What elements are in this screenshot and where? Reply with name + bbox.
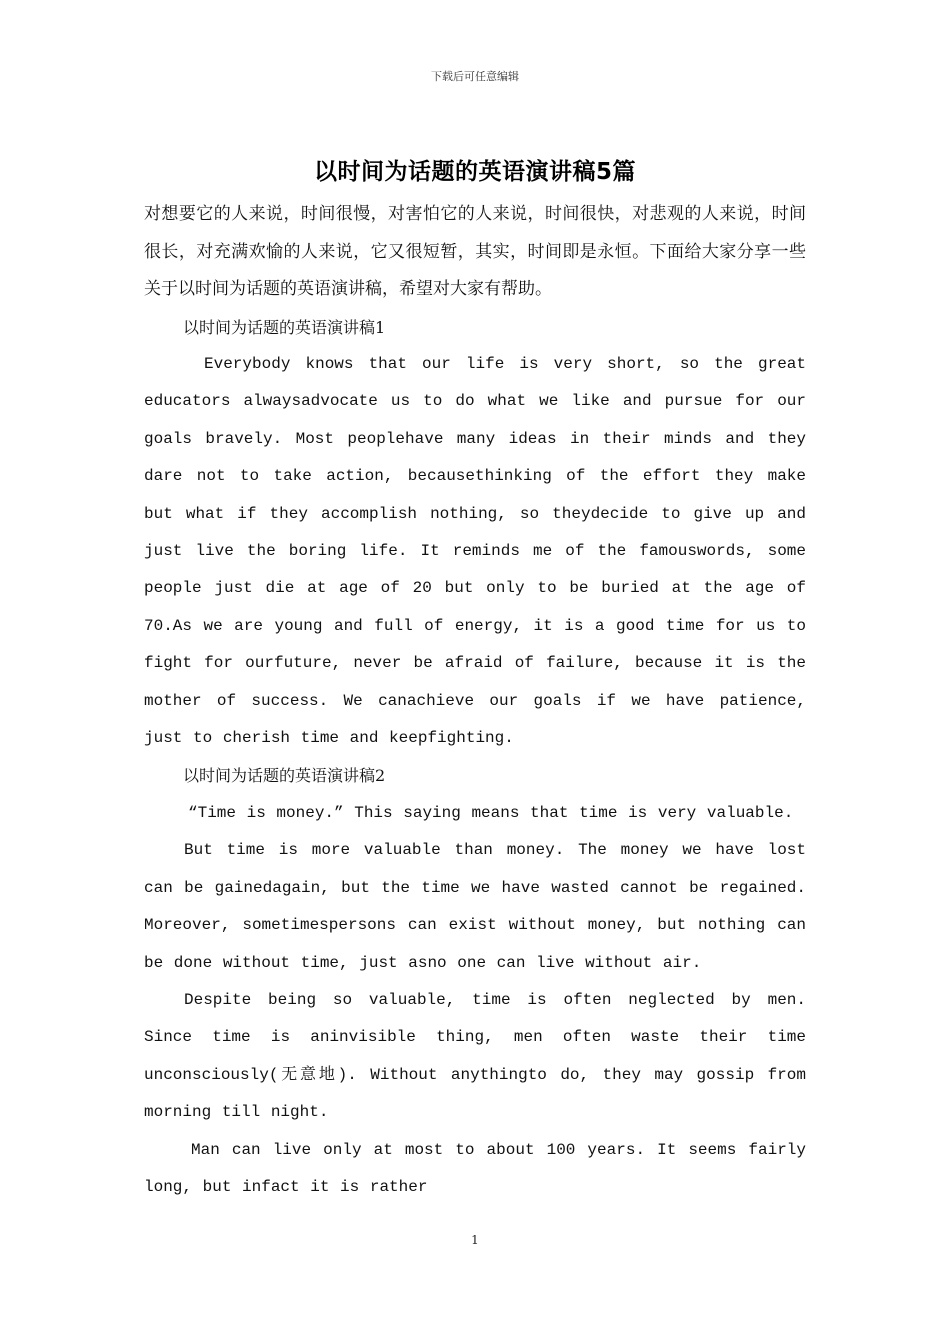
section-heading-1: 以时间为话题的英语演讲稿1 [183,317,386,337]
document-title: 以时间为话题的英语演讲稿5篇 [313,159,636,185]
header-note: 下载后可任意编辑 [431,70,519,83]
speech-2-paragraph: But time is more valuable than money. The money we have lost can be gainedagain, but the time we have wasted cannot be regained. Moreover, sometimespersons can exist without money, but nothing can be done without time, just asno one can live without air. [144,841,806,972]
speech-1-paragraph: Everybody knows that our life is very short, so the great educators alwaysadvocate us to do what we like and pursue for our goals bravely. Most peoplehave many ideas in their minds and they dare not to take action, becausethinking of the effort they make but what if they accomplish nothing, so theydecide to give up and just live the boring life. It reminds me of the famouswords, some people just die at age of 20 but only to be buried at the age of 70.As we are young and full of energy, it is a good time for us to fight for ourfuture, never be afraid of failure, because it is the mother of success. We canachieve our goals if we have patience, just to cherish time and keepfighting. [144,355,806,748]
section-heading-2: 以时间为话题的英语演讲稿2 [183,766,386,786]
intro-paragraph: 对想要它的人来说，时间很慢，对害怕它的人来说，时间很快，对悲观的人来说，时间很长，对充满欢愉的人来说，它又很短暂，其实，时间即是永恒。下面给大家分享一些关于以时间为话题的英语演讲稿，希望对大家有帮助。 [144,204,806,299]
speech-2-quote: “Time is money.” This saying means that time is very valuable. [188,803,794,822]
document-body [144,196,806,1206]
speech-2-paragraph: Despite being so valuable, time is often neglected by men. Since time is aninvisible thing, men often waste their time unconsciously(无意地). Without anythingto do, they may gossip from morning till night. [144,991,806,1122]
page-number: 1 [471,1233,479,1247]
speech-2-paragraph: Man can live only at most to about 100 years. It seems fairly long, but infact it is rather [144,1140,806,1197]
